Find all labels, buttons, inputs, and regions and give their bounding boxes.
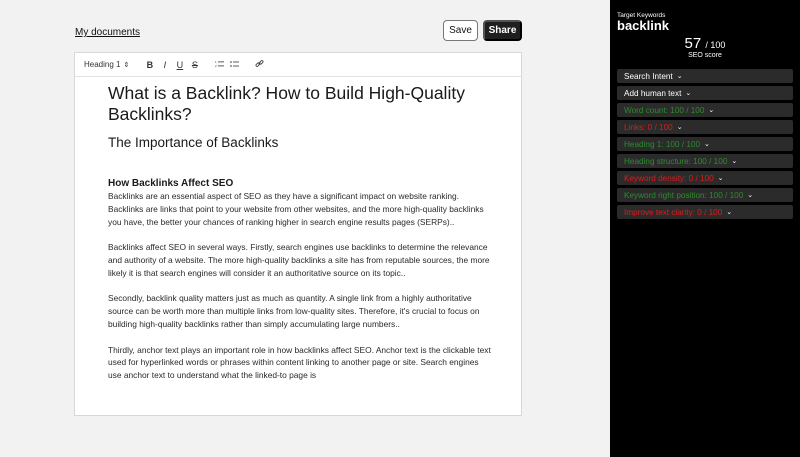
keyword-density-item[interactable] <box>617 171 793 185</box>
chevron-down-icon: ⌄ <box>717 175 724 182</box>
add-human-text-item[interactable] <box>617 86 793 100</box>
item-label: Links: 0 / 100 <box>624 122 673 132</box>
chevron-down-icon: ⌄ <box>704 141 710 148</box>
improve-text-clarity-item[interactable] <box>617 205 793 219</box>
svg-text:1: 1 <box>215 59 218 64</box>
paragraph: Backlinks are an essential aspect of SEO as they have a significant impact on website ranking. Backlinks are links that point to your website from other websites, and the more high-quality backlinks you have, the better your chances of ranking higher in search engine results pages (SERPs).. <box>108 191 484 227</box>
underline-button[interactable]: U <box>176 59 184 70</box>
chevron-down-icon: ⌄ <box>685 90 692 97</box>
item-label: Heading structure: 100 / 100 <box>624 156 728 166</box>
seo-score <box>610 35 800 52</box>
editor-toolbar <box>75 53 521 77</box>
target-keywords-label: Target Keywords <box>617 12 666 19</box>
chevron-down-icon: ⌄ <box>747 192 754 199</box>
seo-score-label: SEO score <box>688 52 722 59</box>
share-button[interactable]: Share <box>483 20 522 41</box>
target-keyword: backlink <box>617 18 670 33</box>
heading-select[interactable] <box>84 60 129 69</box>
item-label: Keyword density: 0 / 100 <box>624 173 714 183</box>
paragraph: Backlinks affect SEO in several ways. Firstly, search engines use backlinks to determine the relevance and authority of a website. The more high-quality backlinks a site has from reputable sources, the more likely it is that search engines will consider it an authoritative source on its topic.. <box>108 242 490 278</box>
item-label: Heading 1: 100 / 100 <box>624 139 701 149</box>
links-item[interactable] <box>617 120 793 134</box>
item-label: Add human text <box>624 88 682 98</box>
strikethrough-button[interactable]: S <box>191 59 198 70</box>
item-label: Improve text clarity: 0 / 100 <box>624 207 723 217</box>
my-documents-link[interactable]: My documents <box>75 27 141 38</box>
editor-content[interactable] <box>108 83 493 395</box>
heading-structure-item[interactable] <box>617 154 793 168</box>
chevron-down-icon: ⌄ <box>676 124 683 131</box>
svg-text:2: 2 <box>215 63 218 68</box>
chevron-down-icon: ⌄ <box>708 107 715 114</box>
up-down-icon: ⇕ <box>123 61 130 69</box>
document-title: What is a Backlink? How to Build High-Quality Backlinks? <box>108 83 465 124</box>
editor <box>74 52 522 416</box>
paragraph: Secondly, backlink quality matters just as much as quantity. A single link from a highly authoritative source can be worth more than multiple links from low-quality sites. Therefore, it's crucial to focus on building high-quality backlinks rather than simply accumulating large numbers.. <box>108 293 480 329</box>
save-button[interactable]: Save <box>443 20 478 41</box>
chevron-down-icon: ⌄ <box>726 209 733 216</box>
document-h3: How Backlinks Affect SEO <box>108 178 234 189</box>
heading-select-label: Heading 1 <box>84 60 121 69</box>
seo-checklist <box>617 69 793 222</box>
bold-button[interactable]: B <box>146 59 154 70</box>
keyword-right-position-item[interactable] <box>617 188 793 202</box>
word-count-item[interactable] <box>617 103 793 117</box>
item-label: Keyword right position: 100 / 100 <box>624 190 744 200</box>
search-intent-item[interactable] <box>617 69 793 83</box>
document-h2: The Importance of Backlinks <box>108 135 279 150</box>
chevron-down-icon: ⌄ <box>731 158 738 165</box>
ordered-list-icon[interactable] <box>212 60 227 70</box>
paragraph: Thirdly, anchor text plays an important role in how backlinks affect SEO. Anchor text is the clickable text used for hyperlinked words or phrases within content linking to another page or site. Search engines use anchor text to understand what the linked-to page is <box>108 344 491 381</box>
seo-score-max: / 100 <box>705 40 726 50</box>
chevron-down-icon: ⌄ <box>676 73 683 80</box>
bullet-list-icon[interactable] <box>227 60 242 70</box>
link-icon[interactable] <box>252 59 267 70</box>
italic-button[interactable]: I <box>163 59 167 70</box>
item-label: Search Intent <box>624 71 673 81</box>
item-label: Word count: 100 / 100 <box>624 105 705 115</box>
heading-1-item[interactable] <box>617 137 793 151</box>
seo-score-value: 57 <box>684 35 702 52</box>
